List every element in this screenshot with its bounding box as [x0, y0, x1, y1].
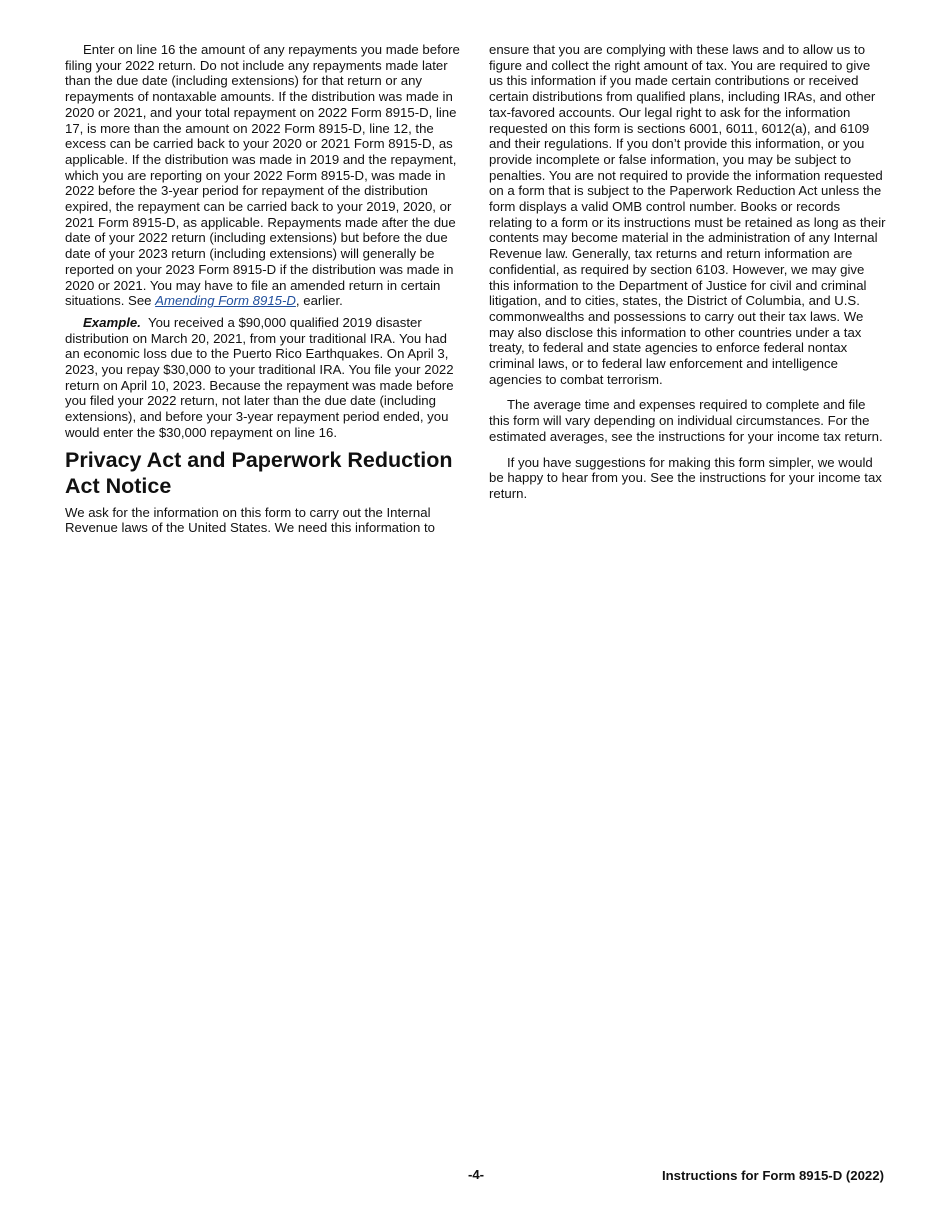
privacy-heading: Privacy Act and Paperwork Reduction Act Notice — [65, 447, 453, 498]
left-column — [65, 42, 461, 542]
suggestions-paragraph: If you have suggestions for making this form simpler, we would be happy to hear from you. See the instructions for your income tax return. — [489, 454, 882, 501]
example-paragraph — [65, 315, 461, 441]
amending-form-link[interactable]: Amending Form 8915-D — [155, 293, 296, 309]
right-column — [489, 42, 886, 508]
privacy-paragraph-continued: ensure that you are complying with these laws and to allow us to figure and collect the right amount of tax. You are required to give us this information if you made certain contributions or received certain distributions from qualified plans, including IRAs, and other tax-favored accounts. Our legal right to ask for the information requested on this form is sections 6001, 6011, 6012(a), and 6109 and their regulations. If you don’t provide this information, or you provide incomplete or false information, you may be subject to penalties. You are not required to provide the information requested on a form that is subject to the Paperwork Reduction Act unless the form displays a valid OMB control number. Books or records relating to a form or its instructions must be retained as long as their contents may become material in the administration of any Internal Revenue law. Generally, tax returns and return information are confidential, as required by section 6103. However, we may give this information to the Department of Justice for civil and criminal litigation, and to cities, states, the District of Columbia, and U.S. commonwealths and possessions to carry out their tax laws. We may also disclose this information to other countries under a tax treaty, to federal and state agencies to enforce federal nontax criminal laws, or to federal law enforcement and intelligence agencies to combat terrorism. — [489, 42, 886, 387]
repayments-text: Enter on line 16 the amount of any repayments you made before filing your 2022 return. Do not include any repayments made later than the due date (including extensions) for that return or any repayments of nontaxable amounts. If the distribution was made in 2020 or 2021, and your total repayment on 2022 Form 8915-D, line 17, is more than the amount on 2022 Form 8915-D, line 12, the excess can be carried back to your 2020 or 2021 Form 8915-D, as applicable. If the distribution was made in 2019 and the repayment, which you are reporting on your 2022 Form 8915-D, was made in 2022 before the 3-year period for repayment of the distribution expired, the repayment can be carried back to your 2019, 2020, or 2021 Form 8915-D, as applicable. Repayments made after the due date of your 2022 return (including extensions) but before the due date of your 2023 return (including extensions) will generally be reported on your 2023 Form 8915-D if the distribution was made in 2020 or 2021. You may have to file an amended return in certain situations. See — [65, 42, 460, 309]
privacy-paragraph-start: We ask for the information on this form to carry out the Internal Revenue laws of the United States. We need this information to — [65, 504, 435, 536]
example-lead: Example. — [83, 314, 141, 330]
time-estimate-paragraph: The average time and expenses required to complete and file this form will vary depending on individual circumstances. For the estimated averages, see the instructions for your income tax return. — [489, 397, 883, 444]
repayments-text-end: , earlier. — [295, 293, 343, 309]
page-number: -4- — [467, 1167, 485, 1182]
example-text: You received a $90,000 qualified 2019 disaster distribution on March 20, 2021, from your traditional IRA. You had an economic loss due to the Puerto Rico Earthquakes. On April 3, 2023, you repay $30,000 to your traditional IRA. You file your 2022 return on April 10, 2023. Because the repayment was made before you filed your 2022 return, not later than the due date (including extensions), and before your 3-year repayment period ended, you would enter the $30,000 repayment on line 16. — [65, 314, 454, 440]
repayments-paragraph — [65, 42, 461, 309]
footer-doc-title: Instructions for Form 8915-D (2022) — [661, 1168, 884, 1183]
